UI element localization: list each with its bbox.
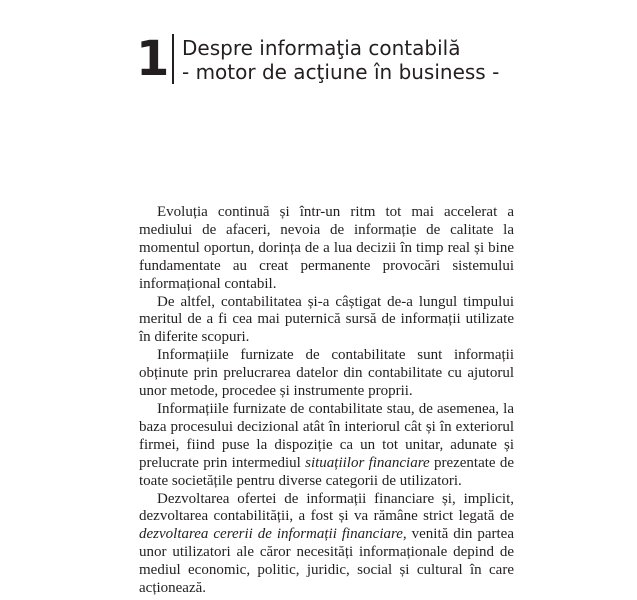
chapter-title-line-1: Despre informaţia contabilă — [182, 36, 461, 60]
paragraph-1 — [139, 204, 514, 294]
paragraph-text: Informațiile furnizate de contabilitate stau, de asemenea, la baza procesului decizional atât în interiorul cât și în exteriorul firmei, fiind puse la dispoziție ca un tot unitar, adunate și prelucrate prin intermediul — [139, 400, 514, 471]
paragraph-text: Informațiile furnizate de contabilitate sunt informații obținute prin prelucrarea datelor din contabilitate cu ajutorul unor metode, procedee și instrumente proprii. — [139, 347, 514, 400]
chapter-title — [182, 36, 499, 84]
chapter-title-line-2: - motor de acţiune în business - — [182, 60, 500, 84]
chapter-body — [139, 204, 514, 598]
emphasis-information-demand: dezvoltarea cererii de informații financiare — [139, 526, 403, 543]
chapter-divider — [172, 34, 174, 84]
paragraph-2 — [139, 294, 514, 348]
paragraph-text: prezentate de toate societățile pentru diverse categorii de utilizatori. — [139, 454, 515, 489]
paragraph-4 — [139, 401, 514, 491]
paragraph-text: , venită din partea unor utilizatori ale căror necesități informaționale depind de mediul economic, politic, juridic, social și cultural în care acționează. — [139, 526, 514, 597]
chapter-number: 1 — [136, 31, 170, 87]
paragraph-3 — [139, 347, 514, 401]
emphasis-financial-statements: situațiilor financiare — [305, 454, 430, 471]
paragraph-text: Evoluția continuă și într-un ritm tot mai accelerat a mediului de afaceri, nevoia de informație de calitate la momentul oportun, dorința de a lua decizii în timp real și bine fundamentate au creat permanente provocări sistemului informațional contabil. — [139, 204, 514, 292]
paragraph-5 — [139, 491, 514, 598]
paragraph-text: De altfel, contabilitatea și-a câștigat de-a lungul timpului meritul de a fi cea mai puternică sursă de informații utilizate în diferite scopuri. — [139, 293, 514, 346]
paragraph-text: Dezvoltarea ofertei de informații financiare și, implicit, dezvoltarea contabilității, a fost și va rămâne strict legată de — [139, 490, 514, 525]
